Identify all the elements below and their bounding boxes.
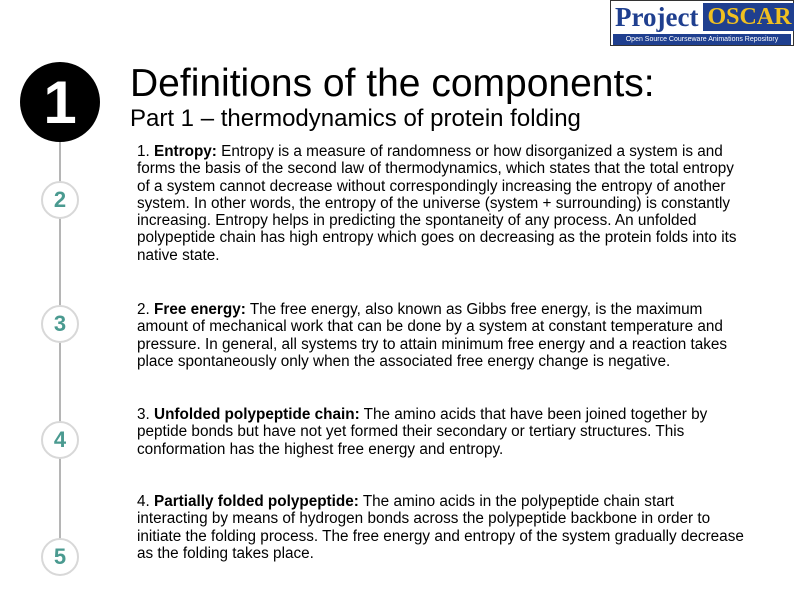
definition-partially-folded xyxy=(137,493,747,562)
logo-project-text: Project xyxy=(615,2,699,32)
slide-subtitle: Part 1 – thermodynamics of protein folding xyxy=(130,105,581,132)
definition-text: Entropy is a measure of randomness or how disorganized a system is and forms the basis of the second law of thermodynamics, which states that the total entropy of a system cannot decrease without correspondingly increasing the entropy of another system. In other words, the entropy of the universe (system + surrounding) is constantly increasing. Entropy helps in predicting the spontaneity of any process. An unfolded polypeptide chain has high entropy which goes on decreasing as the protein folds into its native state. xyxy=(137,143,737,264)
definition-number: 2. xyxy=(137,301,155,318)
step-3-indicator[interactable]: 3 xyxy=(41,305,79,343)
definition-term: Entropy: xyxy=(154,143,217,160)
definition-text: The amino acids that have been joined together by peptide bonds but have not yet formed their secondary or tertiary structures. This conformation has the highest free energy and entropy. xyxy=(137,406,708,458)
step-2-indicator[interactable]: 2 xyxy=(41,181,79,219)
logo-oscar-text: OSCAR xyxy=(703,3,794,31)
logo-tagline: Open Source Courseware Animations Repository xyxy=(613,34,791,45)
definition-term: Partially folded polypeptide: xyxy=(154,493,359,510)
logo-wordmark xyxy=(615,2,794,32)
step-4-indicator[interactable]: 4 xyxy=(41,421,79,459)
definition-number: 1. xyxy=(137,143,155,160)
definition-term: Free energy: xyxy=(154,301,246,318)
definition-number: 3. xyxy=(137,406,155,423)
definition-number: 4. xyxy=(137,493,155,510)
definition-entropy xyxy=(137,143,747,264)
definition-text: The free energy, also known as Gibbs free energy, is the maximum amount of mechanical work that can be done by a system at constant temperature and pressure. In general, all systems try to attain minimum free energy and a reaction takes place spontaneously only when the associated free energy change is negative. xyxy=(137,301,728,370)
slide-title: Definitions of the components: xyxy=(130,62,655,105)
definition-term: Unfolded polypeptide chain: xyxy=(154,406,360,423)
step-5-indicator[interactable]: 5 xyxy=(41,538,79,576)
definition-free-energy xyxy=(137,301,747,370)
definition-text: The amino acids in the polypeptide chain start interacting by means of hydrogen bonds across the polypeptide backbone in order to initiate the folding process. The free energy and entropy of the system gradually decrease as the folding takes place. xyxy=(137,493,744,562)
step-1-indicator[interactable]: 1 xyxy=(20,62,100,142)
definition-unfolded-chain xyxy=(137,406,747,458)
project-oscar-logo[interactable] xyxy=(610,0,794,46)
